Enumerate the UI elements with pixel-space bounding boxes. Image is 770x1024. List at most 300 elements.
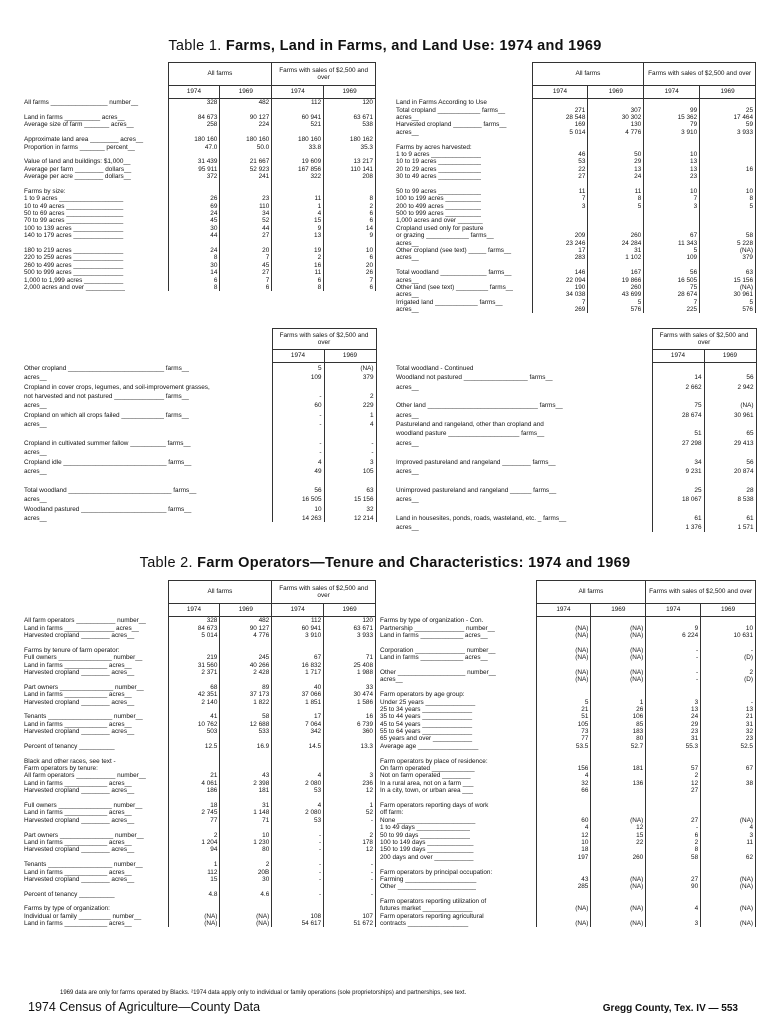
table-row: [394, 306, 756, 313]
cell-value: [652, 503, 704, 512]
table-row: [22, 772, 376, 779]
header-blank: [22, 350, 272, 363]
cell-value: [652, 419, 704, 428]
cell-value: 3: [532, 202, 588, 209]
cell-value: [591, 772, 646, 779]
row-label: Land in farms ____________ acres__: [24, 661, 132, 669]
header-blank: [378, 581, 536, 604]
cell-value: [220, 647, 272, 654]
row-label: 180 to 219 acres ______________: [24, 247, 124, 255]
table1-lower-left-block: [22, 328, 376, 522]
cell-value: 69: [168, 202, 220, 209]
table-row: [22, 839, 376, 846]
cell-value: [532, 225, 588, 232]
table-row: [394, 299, 756, 306]
cell-value: (NA): [220, 913, 272, 920]
table-row: [394, 195, 756, 202]
table-row: [378, 706, 756, 713]
cell-value: (NA): [701, 883, 756, 890]
table-row: [394, 456, 756, 465]
cell-value: -: [646, 654, 701, 661]
cell-value: 16: [324, 713, 376, 720]
table-row: [378, 780, 756, 787]
cell-value: [324, 639, 376, 646]
cell-value: 5: [536, 698, 591, 705]
row-label: Land in farms ____________ acres__: [24, 920, 132, 928]
cell-value: [701, 772, 756, 779]
cell-value: 576: [700, 306, 756, 313]
cell-value: 30 961: [704, 409, 756, 418]
cell-value: [220, 676, 272, 683]
row-label: Woodland pastured ________________________ farms__: [24, 505, 192, 513]
cell-value: 3 910: [644, 129, 700, 136]
cell-value: 26: [168, 195, 220, 202]
cell-value: [532, 136, 588, 143]
header-all-farms: All farms: [536, 581, 646, 604]
cell-value: -: [646, 824, 701, 831]
data-table: [378, 580, 756, 927]
table-row: [394, 466, 756, 475]
cell-value: [701, 757, 756, 764]
cell-value: [644, 136, 700, 143]
row-label: Land in farms ____________ acres__: [380, 632, 488, 639]
cell-value: -: [324, 868, 376, 875]
row-label: Land in housesites, ponds, roads, wasteland, etc. _ farms__: [396, 514, 567, 522]
cell-value: [272, 639, 324, 646]
cell-value: 24: [168, 247, 220, 254]
row-label: Land in farms ____________ acres__: [24, 691, 132, 699]
table-row: [378, 868, 756, 875]
table-row: [378, 684, 756, 691]
row-label: [394, 136, 532, 143]
cell-value: 2: [646, 839, 701, 846]
row-label: 200 days and over ___________: [380, 853, 474, 861]
cell-value: -: [324, 438, 376, 447]
table-row: [394, 106, 756, 113]
table-row: [22, 129, 376, 136]
cell-value: 379: [700, 254, 756, 261]
year-header: 1974: [652, 350, 704, 363]
table-row: [22, 654, 376, 661]
cell-value: [646, 913, 701, 920]
cell-value: 18: [168, 802, 220, 809]
cell-value: 105: [324, 466, 376, 475]
cell-value: [220, 898, 272, 905]
table-row: [22, 456, 376, 465]
row-label: acres__: [396, 383, 419, 391]
cell-value: [652, 391, 704, 400]
cell-value: 60: [536, 817, 591, 824]
cell-value: 89: [220, 684, 272, 691]
header-row: [378, 581, 756, 604]
cell-value: 1: [324, 409, 376, 418]
cell-value: (D): [701, 676, 756, 683]
cell-value: [324, 106, 376, 113]
cell-value: 52: [324, 809, 376, 816]
table-row: [394, 232, 756, 239]
cell-value: 21: [168, 772, 220, 779]
cell-value: 77: [168, 817, 220, 824]
cell-value: 84 673: [168, 624, 220, 631]
cell-value: [536, 691, 591, 698]
table-row: [22, 750, 376, 757]
cell-value: 2 398: [220, 780, 272, 787]
cell-value: [644, 99, 700, 107]
row-label: acres__: [396, 411, 419, 419]
row-label: 500 to 999 acres __________: [396, 210, 481, 218]
row-label: Other land (see text) _________ farms__: [396, 283, 513, 291]
row-label: Cropland idle _____________________________ farms__: [24, 458, 192, 466]
cell-value: [588, 180, 644, 187]
cell-value: [220, 905, 272, 912]
cell-value: 37 173: [220, 691, 272, 698]
cell-value: 10 631: [701, 632, 756, 639]
cell-value: [588, 217, 644, 224]
cell-value: 2 942: [704, 381, 756, 390]
cell-value: [704, 419, 756, 428]
data-table: [22, 62, 376, 291]
cell-value: 328: [168, 99, 220, 107]
row-label: [22, 129, 168, 136]
table-row: [22, 409, 376, 418]
table-row: [22, 735, 376, 742]
cell-value: 31: [701, 720, 756, 727]
cell-value: (NA): [591, 920, 646, 927]
table2-number: Table 2.: [139, 555, 193, 571]
cell-value: 260: [588, 284, 644, 291]
row-label: [394, 503, 652, 512]
cell-value: 1: [168, 861, 220, 868]
table-row: [394, 438, 756, 447]
cell-value: 21: [701, 713, 756, 720]
row-label: Farm operators by principal occupation:: [380, 868, 493, 876]
cell-value: 18 067: [652, 494, 704, 503]
header-sales-2500: Farms with sales of $2,500 and over: [272, 329, 376, 350]
cell-value: 17: [272, 713, 324, 720]
row-label: Unimproved pastureland and rangeland ______ farms__: [396, 486, 557, 494]
table-row: [394, 217, 756, 224]
footer-publication: 1974 Census of Agriculture—County Data: [28, 1000, 261, 1014]
table-row: [22, 232, 376, 239]
table-row: [394, 262, 756, 269]
table-row: [378, 654, 756, 661]
table-row: [22, 720, 376, 727]
cell-value: [591, 639, 646, 646]
table-row: [378, 772, 756, 779]
cell-value: 63: [324, 485, 376, 494]
row-label: 1 to 9 acres __________________: [24, 195, 124, 203]
row-label: Farm operators reporting agricultural: [380, 912, 484, 920]
cell-value: 21 667: [220, 158, 272, 165]
cell-value: 31: [220, 802, 272, 809]
cell-value: 108: [272, 913, 324, 920]
cell-value: 57: [646, 765, 701, 772]
year-row: [22, 350, 376, 363]
cell-value: 503: [168, 728, 220, 735]
table-row: [394, 151, 756, 158]
row-label: acres__: [396, 114, 419, 121]
cell-value: [700, 143, 756, 150]
cell-value: 5: [588, 202, 644, 209]
cell-value: [532, 143, 588, 150]
table-row: [394, 247, 756, 254]
cell-value: 6: [168, 276, 220, 283]
table-row: [22, 639, 376, 646]
row-label: Tenants __________________ number__: [24, 861, 143, 869]
cell-value: 67: [644, 232, 700, 239]
cell-value: 71: [220, 817, 272, 824]
row-label: Total cropland ____________ farms__: [396, 106, 506, 114]
row-label: Land in Farms According to Use: [396, 99, 487, 107]
cell-value: [220, 129, 272, 136]
cell-value: [646, 898, 701, 905]
cell-value: 45: [168, 217, 220, 224]
row-label: 70 to 99 acres ________________: [24, 217, 124, 225]
header-sales-2500: Farms with sales of $2,500 and over: [646, 581, 756, 604]
cell-value: 2: [220, 861, 272, 868]
cell-value: [591, 890, 646, 897]
row-label: Not on farm operated ________: [380, 772, 471, 780]
cell-value: -: [324, 861, 376, 868]
row-label: Harvested cropland ________ acres__: [24, 875, 135, 883]
cell-value: [220, 750, 272, 757]
table-row: [394, 381, 756, 390]
cell-value: 245: [220, 654, 272, 661]
row-label: All farms ________________ number__: [24, 99, 139, 107]
row-label: 30 to 49 acres ____________: [396, 173, 481, 181]
table-row: [378, 750, 756, 757]
cell-value: 2: [324, 831, 376, 838]
row-label: [22, 428, 272, 437]
table-row: [22, 632, 376, 639]
cell-value: 2 428: [220, 669, 272, 676]
cell-value: 229: [324, 400, 376, 409]
table-row: [22, 99, 376, 107]
cell-value: 30 302: [588, 114, 644, 121]
row-label: Farming ____________________: [380, 875, 477, 883]
cell-value: (D): [701, 654, 756, 661]
cell-value: 241: [220, 173, 272, 180]
row-label: Land in farms __________ acres__: [24, 114, 125, 121]
cell-value: 183: [591, 728, 646, 735]
cell-value: -: [272, 419, 324, 428]
cell-value: 4: [536, 772, 591, 779]
table-row: [22, 706, 376, 713]
cell-value: 27: [646, 817, 701, 824]
cell-value: [272, 750, 324, 757]
cell-value: 169: [532, 121, 588, 128]
cell-value: 4: [536, 824, 591, 831]
row-label: 500 to 999 acres ______________: [24, 269, 124, 277]
header-sales-2500: Farms with sales of $2,500 and over: [272, 581, 376, 604]
cell-value: [701, 898, 756, 905]
table-row: [22, 913, 376, 920]
cell-value: 23 246: [532, 239, 588, 246]
row-label: 1,000 acres and over _______: [396, 217, 483, 225]
cell-value: 109: [272, 372, 324, 381]
table-row: [378, 698, 756, 705]
table1-left-block: [22, 62, 376, 291]
cell-value: 53: [272, 787, 324, 794]
table-row: [394, 419, 756, 428]
cell-value: 3: [646, 698, 701, 705]
cell-value: [701, 639, 756, 646]
cell-value: [704, 447, 756, 456]
cell-value: 4: [272, 456, 324, 465]
cell-value: [272, 188, 324, 195]
cell-value: 24: [646, 713, 701, 720]
cell-value: 10: [324, 247, 376, 254]
cell-value: 8: [700, 195, 756, 202]
row-label: Part owners _______________ number__: [24, 831, 144, 839]
cell-value: 5: [700, 299, 756, 306]
cell-value: 30: [168, 225, 220, 232]
cell-value: 26: [324, 269, 376, 276]
row-label: acres__: [396, 306, 419, 314]
year-header: 1974: [168, 604, 220, 617]
year-header: 1969: [220, 604, 272, 617]
row-label: 2,000 acres and over ___________: [24, 283, 125, 291]
cell-value: 112: [272, 617, 324, 625]
cell-value: [272, 883, 324, 890]
table-row: [378, 876, 756, 883]
table-row: [22, 180, 376, 187]
cell-value: 60 941: [272, 624, 324, 631]
cell-value: [536, 898, 591, 905]
cell-value: [644, 217, 700, 224]
table2-title: [0, 555, 770, 571]
cell-value: 105: [536, 720, 591, 727]
cell-value: 94: [168, 846, 220, 853]
cell-value: 80: [220, 846, 272, 853]
table-row: [22, 861, 376, 868]
cell-value: 60 941: [272, 114, 324, 121]
cell-value: 236: [324, 780, 376, 787]
row-label: Individual or family _________ number__: [24, 912, 142, 920]
row-label: acres__: [24, 496, 47, 504]
row-label: acres__: [396, 291, 419, 299]
table-row: [22, 121, 376, 128]
cell-value: 6 739: [324, 720, 376, 727]
row-label: [378, 794, 536, 801]
cell-value: 85: [591, 720, 646, 727]
cell-value: [652, 447, 704, 456]
cell-value: 5: [700, 202, 756, 209]
table-row: [22, 173, 376, 180]
cell-value: 28 548: [532, 114, 588, 121]
header-row: [22, 329, 376, 350]
cell-value: 23: [701, 735, 756, 742]
table-row: [378, 639, 756, 646]
cell-value: [704, 363, 756, 372]
year-header: 1969: [220, 86, 272, 99]
header-blank: [378, 604, 536, 617]
cell-value: [324, 854, 376, 861]
row-label: acres__: [24, 514, 47, 522]
cell-value: 7: [532, 195, 588, 202]
cell-value: 53: [272, 817, 324, 824]
cell-value: (NA): [536, 647, 591, 654]
cell-value: 29: [588, 158, 644, 165]
cell-value: [591, 750, 646, 757]
row-label: [378, 861, 536, 868]
cell-value: 2: [324, 202, 376, 209]
cell-value: 54 617: [272, 920, 324, 927]
header-row: [394, 63, 756, 86]
table-row: [22, 624, 376, 631]
row-label: acres__: [24, 468, 47, 476]
table-row: [22, 854, 376, 861]
table-row: [394, 284, 756, 291]
data-table: [22, 328, 377, 522]
cell-value: (NA): [324, 363, 376, 372]
cell-value: 32: [701, 728, 756, 735]
table-row: [22, 868, 376, 875]
table-row: [394, 188, 756, 195]
cell-value: [700, 210, 756, 217]
cell-value: 29: [646, 720, 701, 727]
cell-value: 372: [168, 173, 220, 180]
cell-value: 112: [272, 99, 324, 107]
cell-value: 31 439: [168, 158, 220, 165]
cell-value: 95 911: [168, 166, 220, 173]
cell-value: [646, 890, 701, 897]
row-label: Black and other races, see text -: [24, 757, 116, 765]
table-row: [22, 151, 376, 158]
cell-value: [701, 691, 756, 698]
cell-value: 219: [168, 654, 220, 661]
row-label: Harvested cropland ________ acres__: [24, 787, 135, 795]
cell-value: [272, 794, 324, 801]
row-label: 10 to 49 acres ________________: [24, 202, 124, 210]
cell-value: [652, 363, 704, 372]
row-label: Farm operators by tenure:: [24, 765, 98, 773]
cell-value: -: [272, 861, 324, 868]
cell-value: [168, 905, 220, 912]
row-label: None ______________________: [380, 816, 476, 824]
table-row: [378, 735, 756, 742]
cell-value: 5 228: [700, 239, 756, 246]
table-row: [394, 99, 756, 107]
row-label: acres__: [380, 676, 403, 684]
table-row: [22, 728, 376, 735]
cell-value: 77: [536, 735, 591, 742]
cell-value: 6 224: [646, 632, 701, 639]
cell-value: [272, 239, 324, 246]
table-row: [378, 647, 756, 654]
table-row: [378, 817, 756, 824]
cell-value: [701, 913, 756, 920]
cell-value: 84 673: [168, 114, 220, 121]
table-row: [22, 817, 376, 824]
table-row: [394, 143, 756, 150]
header-all-farms: All farms: [168, 581, 272, 604]
table-row: [22, 684, 376, 691]
cell-value: [591, 898, 646, 905]
table-row: [22, 661, 376, 668]
cell-value: 20B: [220, 868, 272, 875]
table2-heading: Farm Operators—Tenure and Characteristics: 1974 and 1969: [197, 555, 631, 571]
row-label: 25 to 34 years ______________: [380, 705, 473, 713]
cell-value: [700, 99, 756, 107]
cell-value: [168, 239, 220, 246]
row-label: acres__: [396, 239, 419, 247]
table-row: [378, 802, 756, 809]
row-label: Average age _________________: [380, 742, 479, 750]
row-label: acres__: [396, 128, 419, 136]
cell-value: 285: [536, 883, 591, 890]
cell-value: 24: [168, 210, 220, 217]
